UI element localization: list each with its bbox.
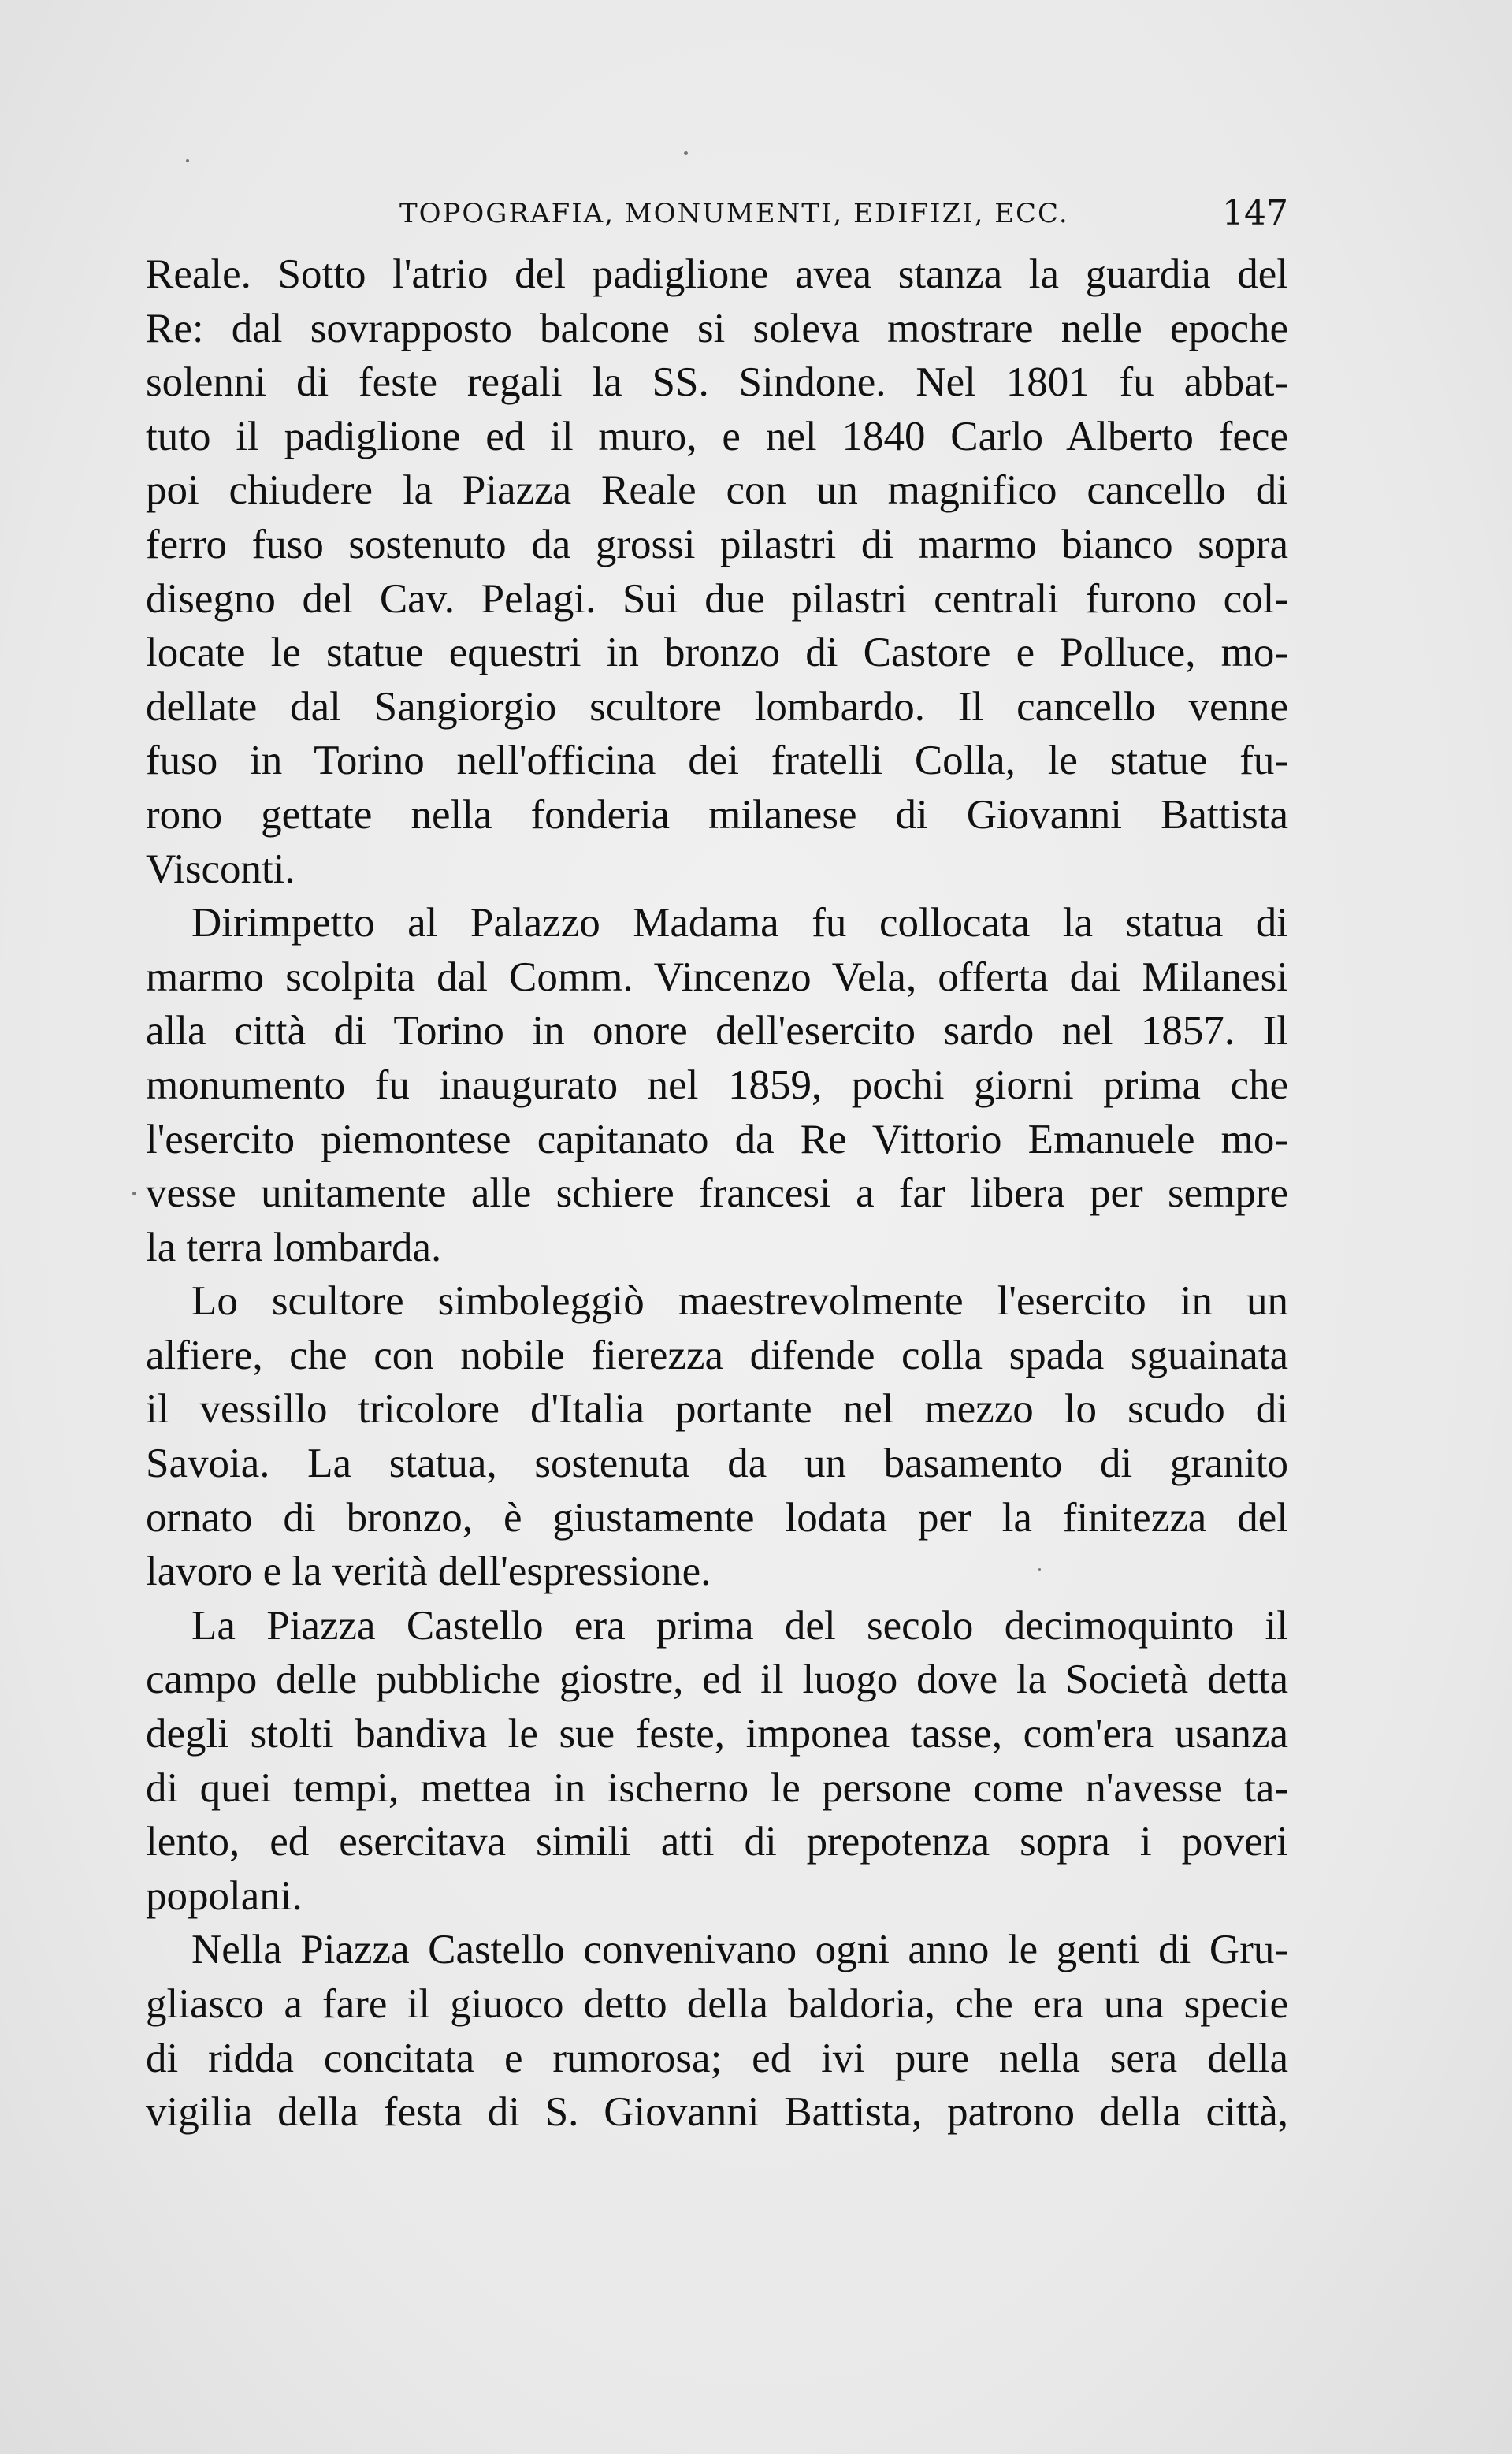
paragraph-start-line: Nella Piazza Castello convenivano ogni anno le genti di Gru- bbox=[191, 1927, 1288, 1973]
body-text bbox=[146, 247, 1288, 2140]
text-line: di ridda concitata e rumorosa; ed ivi pure nella sera della bbox=[146, 2035, 1288, 2081]
text-line: Reale. Sotto l'atrio del padiglione avea stanza la guardia del bbox=[146, 251, 1288, 297]
text-line: vesse unitamente alle schiere francesi a far libera per sempre bbox=[146, 1170, 1288, 1217]
text-line: il vessillo tricolore d'Italia portante nel mezzo lo scudo di bbox=[146, 1386, 1288, 1433]
paper-speck bbox=[132, 1192, 136, 1195]
text-line: marmo scolpita dal Comm. Vincenzo Vela, offerta dai Milanesi bbox=[146, 954, 1288, 1000]
page-number: 147 bbox=[1222, 193, 1288, 233]
text-line: monumento fu inaugurato nel 1859, pochi giorni prima che bbox=[146, 1062, 1288, 1108]
paper-speck bbox=[186, 159, 189, 162]
text-line: alfiere, che con nobile fierezza difende colla spada sguainata bbox=[146, 1332, 1288, 1378]
text-line: locate le statue equestri in bronzo di Castore e Polluce, mo- bbox=[146, 630, 1288, 676]
text-line: di quei tempi, mettea in ischerno le persone come n'avesse ta- bbox=[146, 1764, 1288, 1811]
text-line: ornato di bronzo, è giustamente lodata per la finitezza del bbox=[146, 1494, 1288, 1541]
text-line: rono gettate nella fonderia milanese di Giovanni Battista bbox=[146, 791, 1288, 838]
text-line: la terra lombarda. bbox=[146, 1224, 442, 1270]
text-line: Savoia. La statua, sostenuta da un basamento di granito bbox=[146, 1441, 1288, 1487]
text-line: solenni di feste regali la SS. Sindone. Nel 1801 fu abbat- bbox=[146, 359, 1288, 406]
page-header bbox=[146, 193, 1288, 240]
text-line: ferro fuso sostenuto da grossi pilastri di marmo bianco sopra bbox=[146, 521, 1288, 567]
text-line: tuto il padiglione ed il muro, e nel 1840 Carlo Alberto fece bbox=[146, 413, 1288, 459]
text-line: popolani. bbox=[146, 1872, 303, 1919]
text-line: lento, ed esercitava simili atti di prepotenza sopra i poveri bbox=[146, 1819, 1288, 1865]
paragraph-start-line: Dirimpetto al Palazzo Madama fu collocata la statua di bbox=[191, 900, 1288, 946]
text-line: Re: dal sovrapposto balcone si soleva mostrare nelle epoche bbox=[146, 305, 1288, 351]
text-line: fuso in Torino nell'officina dei fratelli Colla, le statue fu- bbox=[146, 738, 1288, 784]
text-line: gliasco a fare il giuoco detto della baldoria, che era una specie bbox=[146, 1981, 1288, 2027]
paragraph-start-line: La Piazza Castello era prima del secolo decimoquinto il bbox=[191, 1602, 1288, 1649]
text-line: poi chiudere la Piazza Reale con un magnifico cancello di bbox=[146, 467, 1288, 514]
text-line: degli stolti bandiva le sue feste, imponea tasse, com'era usanza bbox=[146, 1711, 1288, 1757]
text-line: dellate dal Sangiorgio scultore lombardo. Il cancello venne bbox=[146, 683, 1288, 730]
text-line: vigilia della festa di S. Giovanni Battista, patrono della città, bbox=[146, 2089, 1288, 2136]
text-line: Visconti. bbox=[146, 846, 295, 892]
text-line: campo delle pubbliche giostre, ed il luogo dove la Società detta bbox=[146, 1656, 1288, 1703]
text-line: l'esercito piemontese capitanato da Re Vittorio Emanuele mo- bbox=[146, 1116, 1288, 1162]
text-line: disegno del Cav. Pelagi. Sui due pilastri centrali furono col- bbox=[146, 575, 1288, 622]
paper-speck bbox=[1038, 1568, 1041, 1571]
text-line: alla città di Torino in onore dell'esercito sardo nel 1857. Il bbox=[146, 1008, 1288, 1054]
text-line: lavoro e la verità dell'espressione. bbox=[146, 1549, 711, 1595]
paper-speck bbox=[684, 151, 688, 155]
running-title: TOPOGRAFIA, MONUMENTI, EDIFIZI, ECC. bbox=[399, 198, 1069, 229]
paragraph-start-line: Lo scultore simboleggiò maestrevolmente l'esercito in un bbox=[191, 1278, 1288, 1325]
